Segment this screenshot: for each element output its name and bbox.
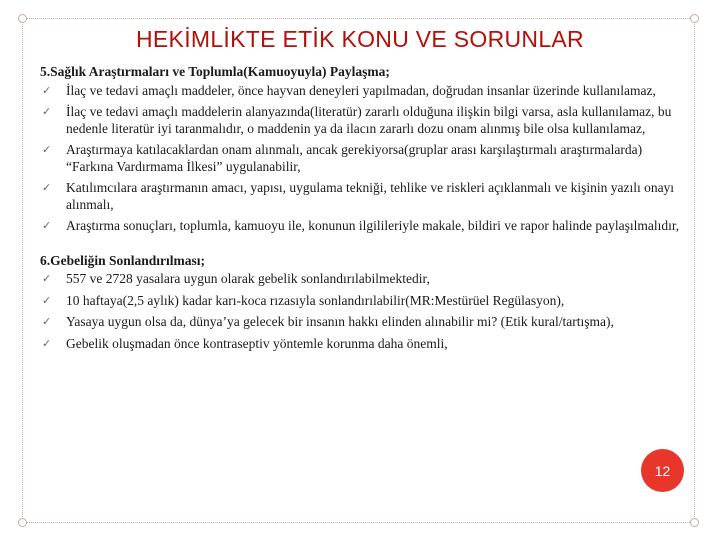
list-item-text: Araştırmaya katılacaklardan onam alınmalı, ancak gerekiyorsa(gruplar arası karşılaştırmalı araştırmalarda) “Farkına Vardırmama İlkesi” uygulanabilir, <box>66 142 643 174</box>
checkmark-icon: ✓ <box>42 293 52 307</box>
frame-corner-dot <box>18 14 27 23</box>
list-item-text: Yasaya uygun olsa da, dünya’ya gelecek bir insanın hakkı elinden alınabilir mi? (Etik kural/tartışma), <box>66 314 614 329</box>
list-item-text: 557 ve 2728 yasalara uygun olarak gebelik sonlandırılabilmektedir, <box>66 271 430 286</box>
frame-border-right <box>694 18 696 523</box>
section-heading-pregnancy: 6.Gebeliğin Sonlandırılması; <box>40 252 206 268</box>
list-item <box>40 104 680 137</box>
bullet-list-research <box>40 83 680 235</box>
list-item-text: 10 haftaya(2,5 aylık) kadar karı-koca rızasıyla sonlandırılabilir(MR:Mestürüel Regülasyon), <box>66 292 565 308</box>
list-item-text: Araştırma sonuçları, toplumla, kamuoyu ile, konunun ilgilileriyle makale, bildiri ve rapor halinde paylaşılmalıdır, <box>66 218 680 233</box>
list-item-text: Gebelik oluşmadan önce kontraseptiv yöntemle korunma daha önemli, <box>66 335 448 351</box>
frame-corner-dot <box>18 518 27 527</box>
list-item <box>40 83 680 100</box>
checkmark-icon: ✓ <box>42 105 52 118</box>
checkmark-icon: ✓ <box>42 336 52 350</box>
list-item <box>40 314 680 331</box>
list-item <box>40 180 680 213</box>
checkmark-icon: ✓ <box>42 83 52 97</box>
list-item <box>40 293 680 310</box>
checkmark-icon: ✓ <box>42 181 52 194</box>
list-item-text: İlaç ve tedavi amaçlı maddelerin alanyazında(literatür) zararlı olduğuna ilişkin bilgi varsa, asla kullanılamaz, bu nedenle literatür iyi taranmalıdır, o maddenin ya da ilacın zararlı dozu onam alınmış bile olsa kullanılamaz, <box>66 104 672 136</box>
page-number-badge: 12 <box>641 449 684 492</box>
bullet-list-pregnancy <box>40 271 680 352</box>
checkmark-icon: ✓ <box>42 272 52 285</box>
checkmark-icon: ✓ <box>42 315 52 328</box>
checkmark-icon: ✓ <box>42 219 52 232</box>
section-heading-research: 5.Sağlık Araştırmaları ve Toplumla(Kamuoyuyla) Paylaşma; <box>40 64 390 79</box>
checkmark-icon: ✓ <box>42 143 52 156</box>
list-item-text: Katılımcılara araştırmanın amacı, yapısı, uygulama tekniği, tehlike ve riskleri açıklanmalı ve kişinin yazılı onayı alınmalı, <box>66 180 675 212</box>
frame-corner-dot <box>690 14 699 23</box>
frame-border-left <box>22 18 24 523</box>
list-item <box>40 271 680 288</box>
frame-corner-dot <box>690 518 699 527</box>
slide-title: HEKİMLİKTE ETİK KONU VE SORUNLAR <box>136 26 584 52</box>
list-item <box>40 142 680 175</box>
list-item-text: İlaç ve tedavi amaçlı maddeler, önce hayvan deneyleri yapılmadan, doğrudan insanlar üzerinde kullanılamaz, <box>66 82 656 98</box>
list-item <box>40 218 680 235</box>
slide-content <box>40 64 680 357</box>
frame-border-top <box>22 18 694 20</box>
list-item <box>40 336 680 353</box>
frame-border-bottom <box>22 522 694 524</box>
